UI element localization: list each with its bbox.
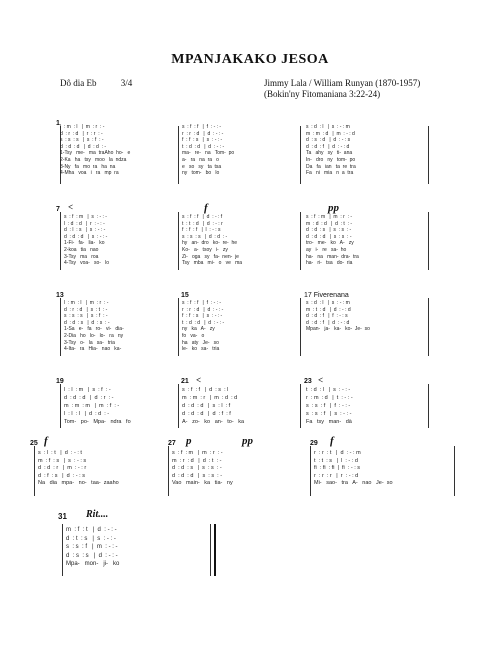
composer-credit: Jimmy Lala / William Runyan (1870-1957) (264, 78, 421, 88)
measure-number: 1 (56, 120, 60, 127)
bar-line (168, 446, 169, 496)
final-bar-line (214, 524, 216, 576)
bar-line (428, 212, 429, 270)
time-signature: 3/4 (120, 78, 133, 88)
score-block: s : f : m | m : r : - m : d : d | d : t : - d : d : s | s : s : - d : d : d | s : s : - tro- me- ko A- zy ay i- re sa- ho ha- na man- dra- tra ha- ri- tsa do- ria (306, 214, 359, 267)
bar-line (300, 384, 301, 428)
score-block: s : d : l | s : - : m m : m : d | m : - : d d : s : d | d : - : s d : d : f | d : - : d Ta ahy sy ti- ana In- dro ny tom- po Da fa ian ta re tra Fa ni mia n a tra (306, 124, 356, 177)
bar-line (210, 524, 211, 576)
music-system-2 (56, 202, 436, 286)
score-block: s : f : m | m : r : - m : r : d | d : t : - d : d : s | s : s : - d : d : d | s : s : - Vao main- ka tia- ny (172, 450, 233, 486)
bar-line (178, 384, 179, 428)
dynamic-forte: f (204, 202, 208, 214)
measure-number-15: 15 (181, 292, 189, 299)
bar-line (60, 384, 61, 428)
music-system-3 (56, 292, 436, 372)
score-block: t : d : l | s : - : - r : m : d | t : - : - s : s : f | f : - : - s : s : f | s : - : - Fa tsy man- dà (306, 387, 353, 425)
measure-number: 13 (56, 292, 64, 299)
measure-number-23: 23 (304, 378, 312, 385)
bar-line (34, 446, 35, 496)
dynamic-forte: f (330, 435, 334, 447)
section-label: 17 Fiverenana (304, 292, 349, 299)
bar-line (310, 446, 311, 496)
attribution (264, 78, 420, 100)
bar-line (178, 298, 179, 356)
bar-line (60, 212, 61, 270)
dynamic-pianissimo: pp (242, 435, 253, 447)
key-and-meter (60, 78, 154, 88)
score-block: r : r : t | d : - : m t : t : s | l : - : d fi : fi : fi | fi : - : s r : r : r | r : - : d Mi- sao- tra A- nao Je- so (314, 450, 393, 486)
bar-line (60, 298, 61, 356)
music-system-6 (58, 509, 228, 582)
bar-line (428, 298, 429, 356)
score-block: l : m : l | m : r : - d : r : d | r : r : - s : s : s | s : f : - d : d : d | d : d : - 1-Tsy me- ma traAho ho- e 2-Ka ha tsy moo la ndza 3-Ny fa mo ra ha na 4-Mha voa i ra mp ra (60, 124, 131, 177)
ritardando-mark: Rit.... (86, 509, 109, 520)
crescendo-mark: < (318, 375, 324, 385)
bar-line (300, 298, 301, 356)
music-system-5 (30, 435, 460, 506)
dynamic-piano: p (186, 435, 192, 447)
dynamic-forte: f (44, 435, 48, 447)
measure-number: 31 (58, 512, 67, 521)
measure-number-29: 29 (310, 440, 318, 447)
page-title: MPANJAKAKO JESOA (171, 52, 329, 67)
source-reference: (Bokin'ny Fitomaniana 3:22-24) (264, 89, 381, 99)
score-block: l : l : m | s : f : - d : d : d | d : r : - m : m : m | m : f : - l : l : l | d : d : - Tom- po- Mpa- ndra fo (64, 387, 131, 425)
crescendo-mark: < (68, 202, 74, 212)
music-system-1 (56, 120, 436, 200)
measure-number-27: 27 (168, 440, 176, 447)
measure-number: 7 (56, 206, 60, 213)
bar-line (178, 126, 179, 184)
bar-line (62, 524, 63, 576)
measure-number-21: 21 (181, 378, 189, 385)
bar-line (300, 212, 301, 270)
score-block: s : f : f | f : - : - r : r : d | d : - : - f : f : s | s : - : - t : d : d | d : - : - ny ka A- zy fo va- o ha aty Je- so le- ko sa- tria (182, 300, 225, 353)
bar-line (300, 126, 301, 184)
score-block: s : f : f | d : - : f t : t : d | d : - : r f : f : f | l : - : s s : s : s | d : d : - hy an- dro ko- re- he Ko- a- tsoy i- zy Zi- oga sy fa- nen- je Tsy mba mi- o ve ma (182, 214, 243, 267)
score-block: s : f : f | f : - : - r : r : d | d : - : - f : f : s | s : - : - t : d : d | d : - : - ma- re- na Tom- po a- ra na ra o e so sy ta tsa ny tom- bo lo (182, 124, 235, 177)
score-block: s : f : f | d : s : l m : m : r | m : d : d d : d : d | s : l : f d : d : d | d : f : f A- zo- ko an- to- ka (182, 387, 245, 425)
measure-number: 19 (56, 378, 64, 385)
measure-number: 25 (30, 440, 38, 447)
bar-line (178, 212, 179, 270)
score-block: s : d : l | s : - : m m : t : d | d : - : d d : d : f | f : - : s d : d : f | d : - : d Mpan- ja- ka- ko- Je- so (306, 300, 370, 333)
score-block: l : m : l | m : r : - d : r : d | s : t : - s : s : s | s : f : - d : d : s | d : s : - 1-Sa e- fa ro- vi- dia- 2-Dia ho lo- lo- ra ny 3-Tsy o- la sa- tria 4-Ita- ra Hia- nao ka- (64, 300, 124, 353)
score-block: m : f : t | d : - : - d : t : s | s : - : - s : s : f | m : - : - d : s : s | d : - : - Mpa- mon- ji- ko (66, 527, 120, 568)
bar-line (428, 384, 429, 428)
crescendo-mark: < (196, 375, 202, 385)
bar-line (428, 126, 429, 184)
score-block: s : l : t | d : - : t m : f : s | s : - : s d : d : r | m : - : r d : f : s | d : - : s Na dia mpa- no- taa- zaaho (38, 450, 119, 486)
dynamic-pianissimo: pp (328, 202, 339, 214)
key-signature: Dô dia Eb (60, 78, 97, 88)
score-block: s : f : m | s : - : - l : d : d | r : - : - d : l : s | s : - : - d : d : d | s : - : - 1-Fi- fa- lia- ko 2-koa tia nao 3-Tsy ma roa 4-Tsy voa- so- lo (64, 214, 110, 267)
bar-line (454, 446, 455, 496)
